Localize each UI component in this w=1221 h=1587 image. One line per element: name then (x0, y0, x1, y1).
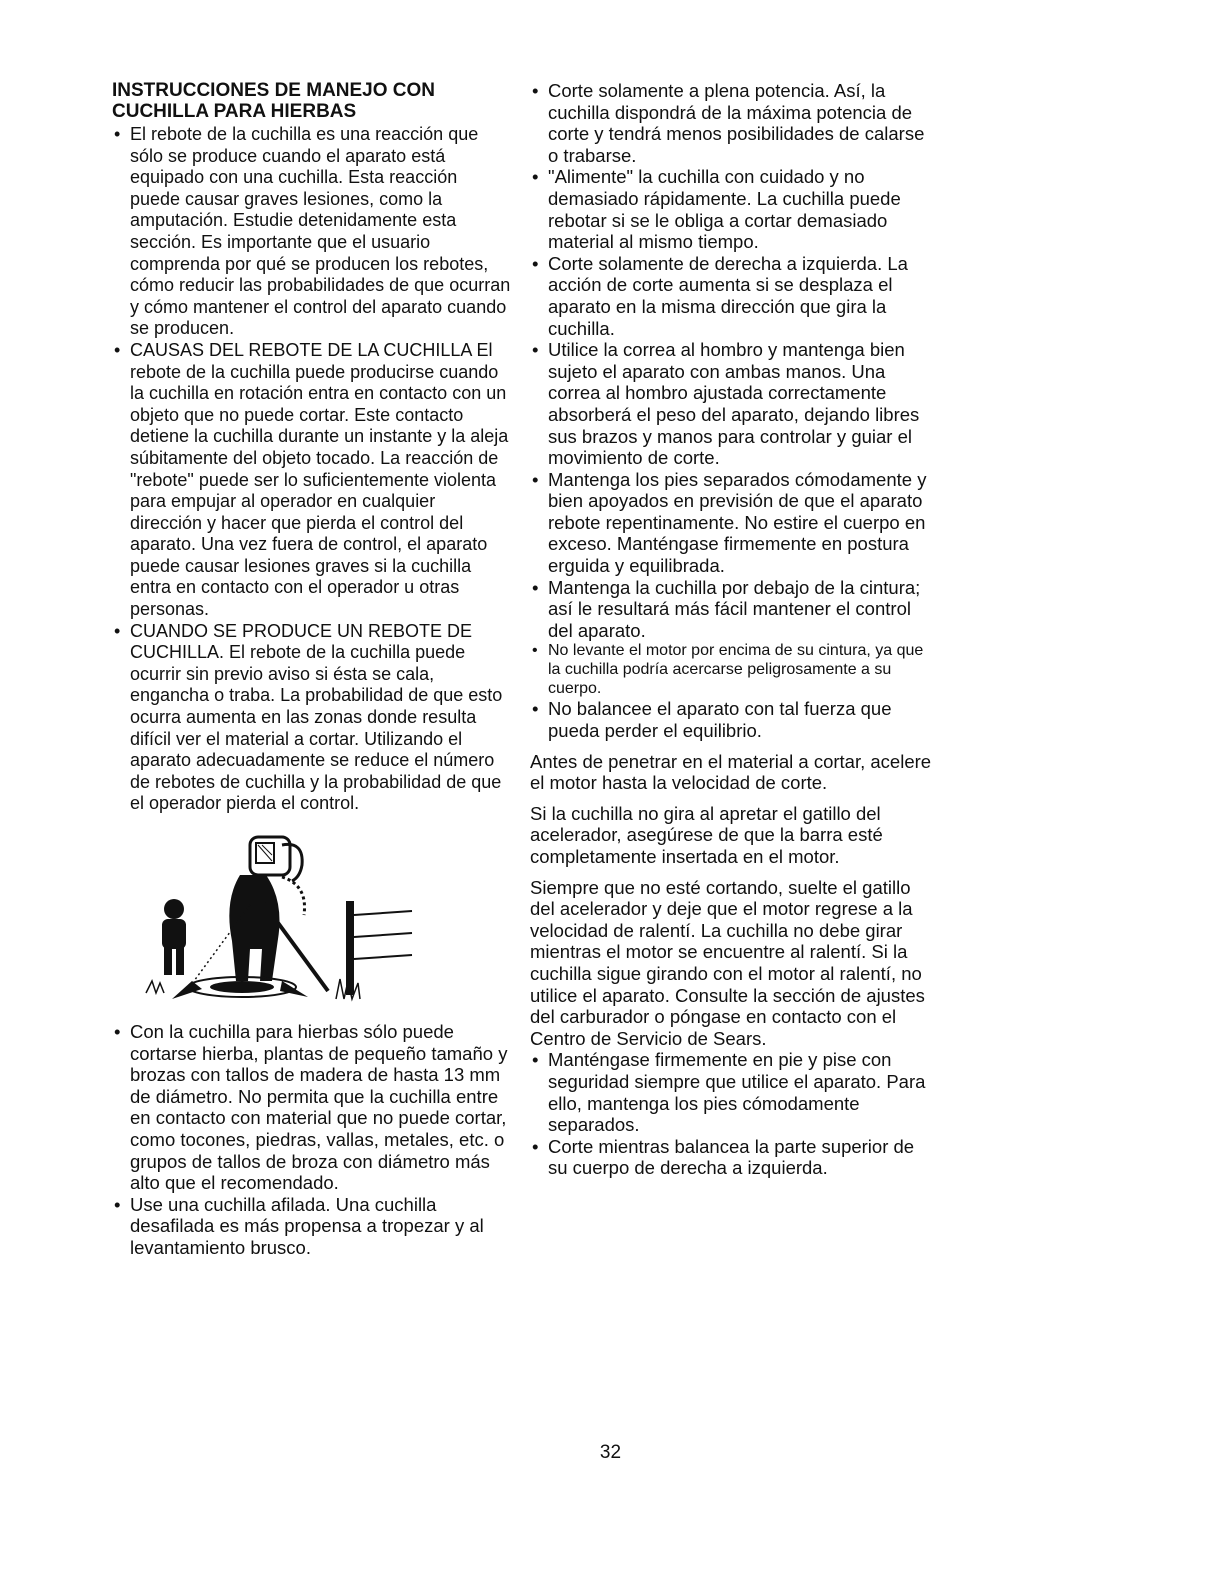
list-item: • No balancee el aparato con tal fuerza que pueda perder el equilibrio. (530, 698, 932, 741)
list-item: • Utilice la correa al hombro y mantenga bien sujeto el aparato con ambas manos. Una correa al hombro ajustada correctamente absorberá el peso del aparato, dejando libres sus brazos y manos para controlar y guiar el movimiento de corte. (530, 339, 932, 469)
list-item: • CAUSAS DEL REBOTE DE LA CUCHILLA El rebote de la cuchilla puede producirse cuando la cuchilla en rotación entra en contacto con un objeto que no puede cortar. Este contacto detiene la cuchilla durante un instante y la aleja súbitamente del objeto tocado. La reacción de "rebote" puede ser lo suficientemente violenta para empujar al operador en cualquier dirección y hacer que pierda el control del aparato. Una vez fuera de control, el aparato puede causar lesiones graves si la cuchilla entra en contacto con el operador u otras personas. (112, 340, 512, 621)
list-item: • Corte solamente de derecha a izquierda. La acción de corte aumenta si se desplaza el aparato en la misma dirección que gira la cuchilla. (530, 253, 932, 339)
right-bullets (530, 80, 932, 742)
list-item: • Corte solamente a plena potencia. Así, la cuchilla dispondrá de la máxima potencia de corte y tendrá menos posibilidades de calarse o trabarse. (530, 80, 932, 166)
list-item: • No levante el motor por encima de su cintura, ya que la cuchilla podría acercarse peligrosamente a su cuerpo. (530, 641, 932, 698)
left-bullets-top (112, 124, 512, 815)
left-column (112, 80, 512, 1259)
right-column (530, 80, 932, 1179)
right-bullets-bottom (530, 1049, 932, 1179)
page-number: 32 (599, 1442, 622, 1463)
heading-line-1: INSTRUCCIONES DE MANEJO CON (112, 80, 436, 101)
paragraph: Si la cuchilla no gira al apretar el gatillo del acelerador, asegúrese de que la barra esté completamente insertada en el motor. (530, 802, 883, 867)
list-item: • CUANDO SE PRODUCE UN REBOTE DE CUCHILLA. El rebote de la cuchilla puede ocurrir sin previo aviso si ésta se cala, engancha o traba. La probabilidad de que esto ocurra aumenta en las zonas donde resulta difícil ver el material a cortar. Utilizando el aparato adecuadamente se reduce el número de rebotes de cuchilla y la probabilidad de que el operador pierda el control. (112, 621, 512, 815)
heading-line-2: CUCHILLA PARA HIERBAS (112, 101, 357, 122)
operator-with-brush-cutter-image (132, 831, 432, 1009)
list-item: • Mantenga los pies separados cómodamente y bien apoyados en previsión de que el aparato rebote repentinamente. No estire el cuerpo en exceso. Manténgase firmemente en postura erguida y equilibrada. (530, 469, 932, 577)
list-item: • El rebote de la cuchilla es una reacción que sólo se produce cuando el aparato está equipado con una cuchilla. Esta reacción puede causar graves lesiones, como la amputación. Estudie detenidamente esta sección. Es importante que el usuario comprenda por qué se producen los rebotes, cómo reducir las probabilidades de que ocurran y cómo mantener el control del aparato cuando se producen. (112, 124, 512, 340)
list-item: • "Alimente" la cuchilla con cuidado y no demasiado rápidamente. La cuchilla puede rebotar si se le obliga a cortar demasiado material al mismo tiempo. (530, 166, 932, 252)
kickback-illustration (132, 831, 432, 1009)
list-item: • Manténgase firmemente en pie y pise con seguridad siempre que utilice el aparato. Para ello, mantenga los pies cómodamente separados. (530, 1049, 932, 1135)
paragraph: Siempre que no esté cortando, suelte el gatillo del acelerador y deje que el motor regrese a la velocidad de ralentí. La cuchilla no debe girar mientras el motor se encuentre al ralentí. Si la cuchilla sigue girando con el motor al ralentí, no utilice el aparato. Consulte la sección de ajustes del carburador o póngase en contacto con el Centro de Servicio de Sears. (530, 876, 925, 1049)
paragraph: Antes de penetrar en el material a cortar, acelere el motor hasta la velocidad de corte. (530, 750, 932, 794)
list-item: • Use una cuchilla afilada. Una cuchilla desafilada es más propensa a tropezar y al levantamiento brusco. (112, 1194, 512, 1259)
left-bullets-bottom (112, 1021, 512, 1259)
list-item: • Corte mientras balancea la parte superior de su cuerpo de derecha a izquierda. (530, 1136, 932, 1179)
list-item: • Mantenga la cuchilla por debajo de la cintura; así le resultará más fácil mantener el control del aparato. (530, 577, 932, 642)
list-item: • Con la cuchilla para hierbas sólo puede cortarse hierba, plantas de pequeño tamaño y brozas con tallos de madera de hasta 13 mm de diámetro. No permita que la cuchilla entre en contacto con material que no puede cortar, como tocones, piedras, vallas, metales, etc. o grupos de tallos de broza con diámetro más alto que el recomendado. (112, 1021, 512, 1194)
section-heading (112, 80, 512, 122)
